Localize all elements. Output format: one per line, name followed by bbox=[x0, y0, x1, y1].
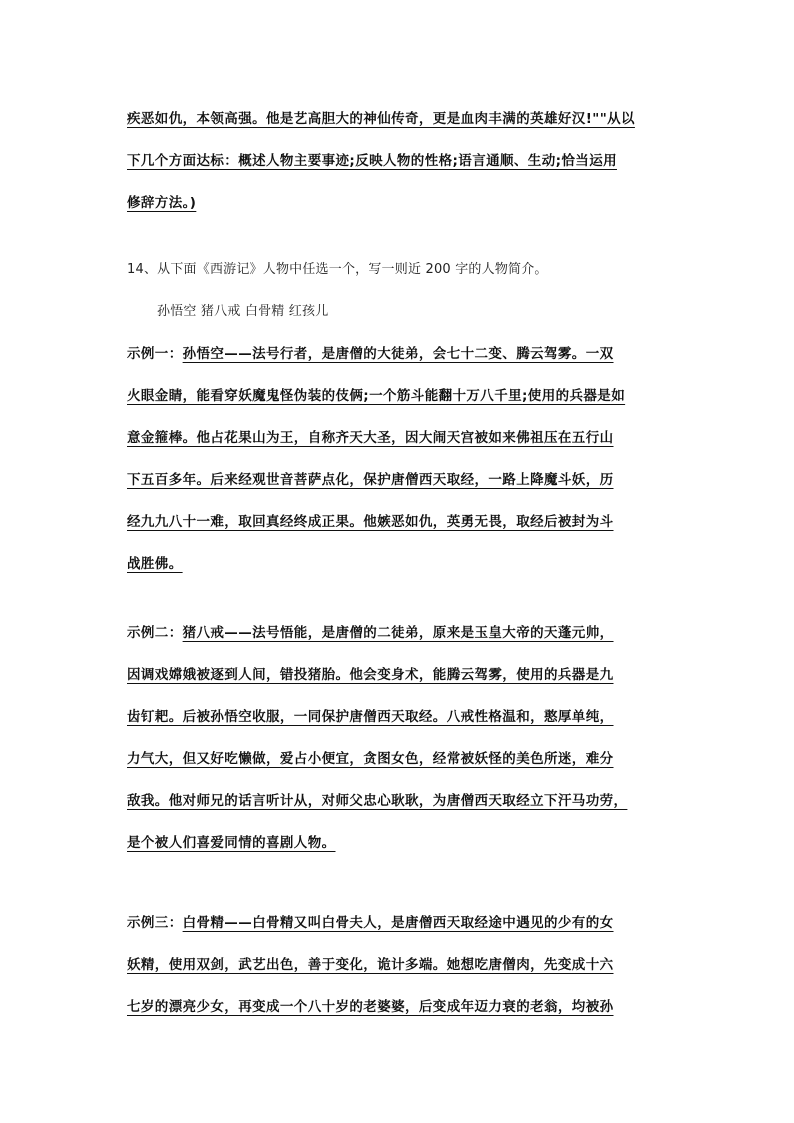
example2-line-2: 因调戏嫦娥被逐到人间，错投猪胎。他会变身术，能腾云驾雾，使用的兵器是九 bbox=[127, 667, 614, 683]
example2-line-6: 是个被人们喜爱同情的喜剧人物。 bbox=[127, 835, 336, 851]
example1-line-1: 孙悟空——法号行者，是唐僧的大徒弟，会七十二变、腾云驾雾。一双 bbox=[182, 346, 614, 362]
example2-first-line bbox=[127, 624, 614, 642]
example1-line-5: 经九九八十一难，取回真经终成正果。他嫉恶如仇，英勇无畏，取经后被封为斗 bbox=[127, 514, 614, 530]
intro-line-3: 修辞方法。) bbox=[127, 195, 197, 211]
example3-line-2: 妖精，使用双剑，武艺出色，善于变化，诡计多端。她想吃唐僧肉，先变成十六 bbox=[127, 957, 614, 973]
example1-label: 示例一： bbox=[127, 346, 183, 362]
example2-line-5: 敌我。他对师兄的话言听计从，对师父忠心耿耿，为唐僧西天取经立下汗马功劳， bbox=[127, 793, 628, 809]
character-list: 孙悟空 猪八戒 白骨精 红孩儿 bbox=[157, 304, 329, 319]
example1-first-line bbox=[127, 345, 614, 363]
example3-line-1: 白骨精——白骨精又叫白骨夫人，是唐僧西天取经途中遇见的少有的女 bbox=[182, 915, 614, 931]
example2-line-3: 齿钉耙。后被孙悟空收服，一同保护唐僧西天取经。八戒性格温和，憨厚单纯， bbox=[127, 709, 614, 725]
intro-line-2: 下几个方面达标：概述人物主要事迹;反映人物的性格;语言通顺、生动;恰当运用 bbox=[127, 153, 617, 169]
example2-line-1: 猪八戒——法号悟能，是唐僧的二徒弟，原来是玉皇大帝的天蓬元帅， bbox=[182, 625, 614, 641]
example3-first-line bbox=[127, 914, 614, 932]
example1-line-3: 意金箍棒。他占花果山为王，自称齐天大圣，因大闹天宫被如来佛祖压在五行山 bbox=[127, 430, 614, 446]
question-14: 14、从下面《西游记》人物中任选一个，写一则近 200 字的人物简介。 bbox=[127, 262, 548, 277]
example3-label: 示例三： bbox=[127, 915, 183, 931]
example1-line-2: 火眼金睛，能看穿妖魔鬼怪伪装的伎俩;一个筋斗能翻十万八千里;使用的兵器是如 bbox=[127, 388, 626, 404]
example2-line-4: 力气大，但又好吃懒做，爱占小便宜，贪图女色，经常被妖怪的美色所迷，难分 bbox=[127, 751, 614, 767]
example1-line-4: 下五百多年。后来经观世音菩萨点化，保护唐僧西天取经，一路上降魔斗妖，历 bbox=[127, 472, 614, 488]
example2-label: 示例二： bbox=[127, 625, 183, 641]
example1-line-6: 战胜佛。 bbox=[127, 556, 183, 572]
example3-line-3: 七岁的漂亮少女，再变成一个八十岁的老婆婆，后变成年迈力衰的老翁，均被孙 bbox=[127, 999, 614, 1015]
intro-line-1: 疾恶如仇，本领高强。他是艺高胆大的神仙传奇，更是血肉丰满的英雄好汉!""从以 bbox=[127, 111, 635, 127]
